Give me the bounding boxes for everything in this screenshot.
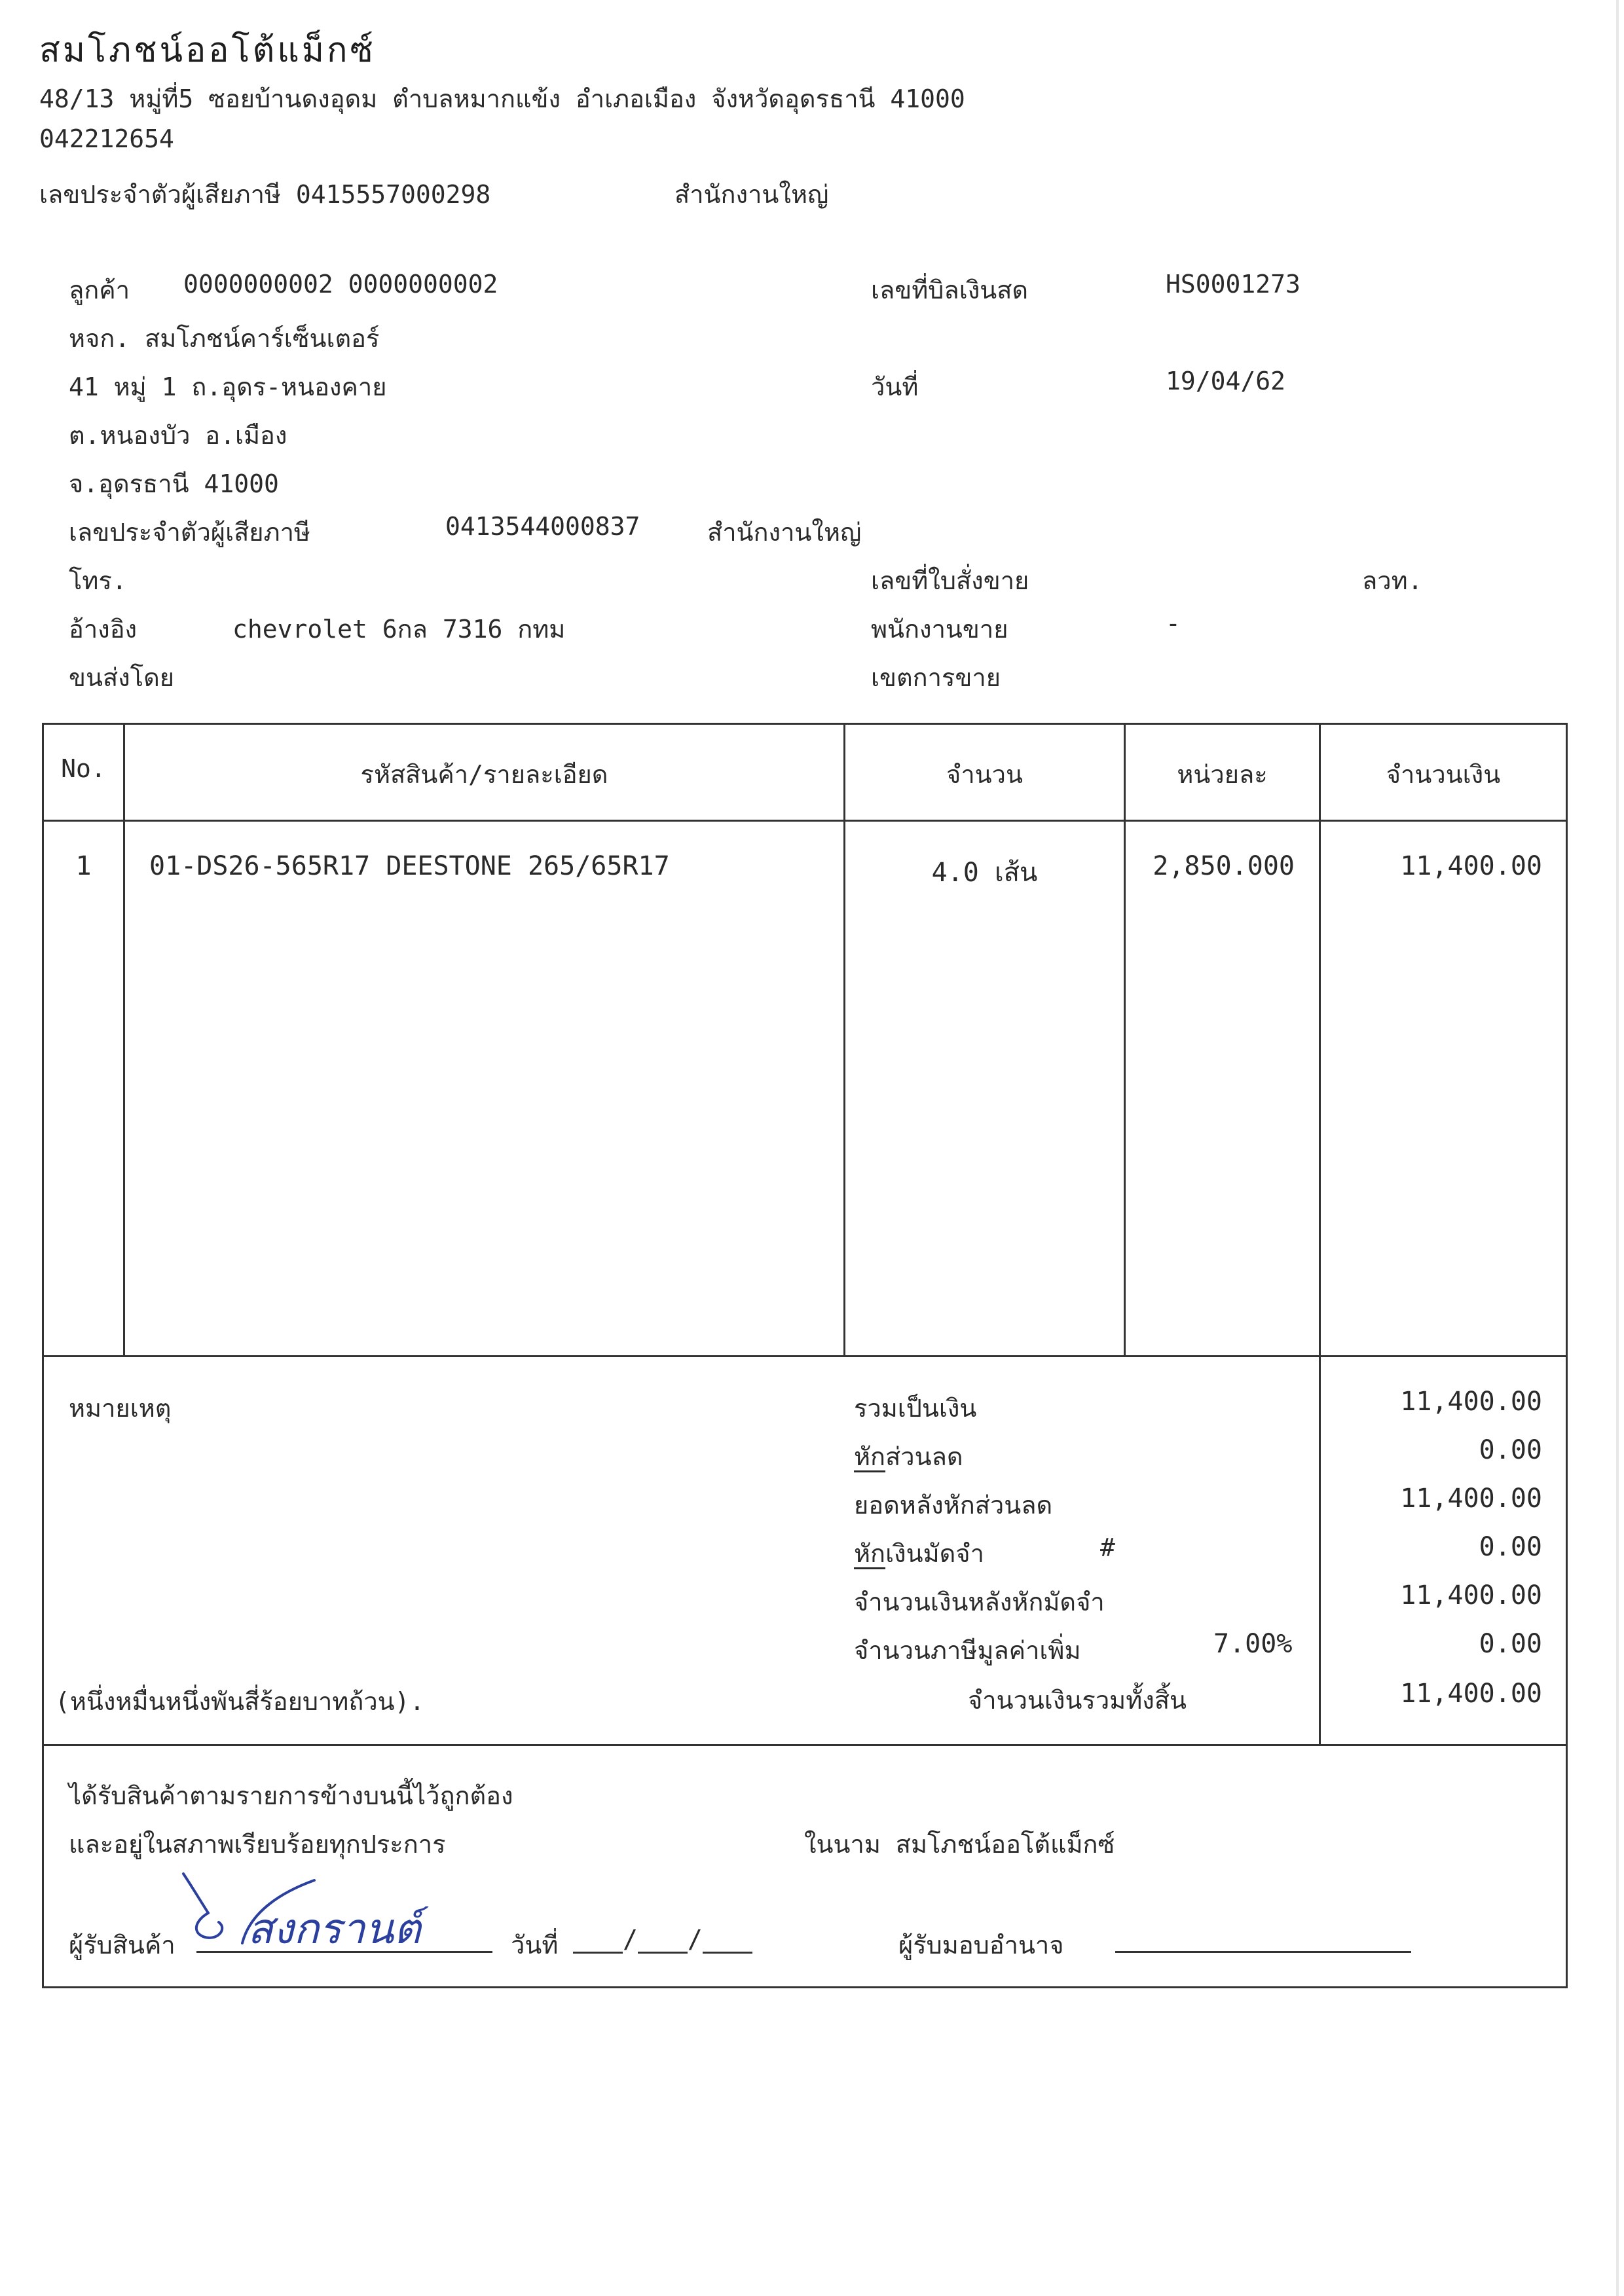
customer-tax-label: เลขประจำตัวผู้เสียภาษี (69, 518, 310, 547)
subtotal-value: 11,400.00 (1400, 1387, 1542, 1417)
salesperson-label: พนักงานขาย (871, 615, 1008, 644)
customer-name: หจก. สมโภชน์คาร์เซ็นเตอร์ (69, 324, 380, 353)
company-name: สมโภชน์ออโต้แม็กซ์ (39, 31, 376, 70)
receive-date-label: วันที่ (511, 1931, 559, 1959)
header-description: รหัสสินค้า/รายละเอียด (360, 760, 608, 789)
header-quantity: จำนวน (946, 760, 1023, 789)
deposit-label-rest: เงินมัดจำ (885, 1539, 984, 1568)
receive-date-blank (573, 1925, 752, 1954)
deposit-label-prefix: หัก (854, 1539, 886, 1568)
row-unit-price: 2,850.000 (1153, 851, 1295, 881)
discount-label-rest: ส่วนลด (885, 1442, 963, 1471)
sales-zone-label: เขตการขาย (871, 663, 1001, 692)
customer-label: ลูกค้า (69, 276, 130, 304)
signature-text: สงกรานต์ (248, 1905, 421, 1954)
header-amount: จำนวนเงิน (1386, 760, 1501, 789)
customer-branch: สำนักงานใหญ่ (707, 518, 862, 547)
bill-no-label: เลขที่บิลเงินสด (871, 276, 1029, 304)
company-tax-id: เลขประจำตัวผู้เสียภาษี 0415557000298 (39, 180, 491, 209)
grand-total-label: จำนวนเงินรวมทั้งสิ้น (968, 1686, 1187, 1715)
reference-label: อ้างอิง (69, 615, 138, 644)
row-amount: 11,400.00 (1400, 851, 1542, 881)
company-address: 48/13 หมู่ที่5 ซอยบ้านดงอุดม ตำบลหมากแข้ง อำเภอเมือง จังหวัดอุดรธานี 41000 (39, 84, 965, 113)
after-deposit-label: จำนวนเงินหลังหักมัดจำ (854, 1588, 1105, 1616)
subtotal-label: รวมเป็นเงิน (854, 1394, 977, 1423)
amount-in-words: (หนึ่งหมื่นหนึ่งพันสี่ร้อยบาทถ้วน). (55, 1687, 425, 1716)
discount-value: 0.00 (1479, 1435, 1542, 1465)
deposit-value: 0.00 (1479, 1532, 1542, 1562)
company-phone: 042212654 (39, 124, 174, 153)
received-statement-2: และอยู่ในสภาพเรียบร้อยทุกประการ (69, 1830, 446, 1859)
date-separator-1: / (623, 1925, 638, 1954)
receiver-signature (177, 1866, 478, 1958)
scan-edge-right (1616, 0, 1619, 2296)
salesperson-value: - (1166, 609, 1181, 638)
discount-label-prefix: หัก (854, 1442, 886, 1471)
authorized-label: ผู้รับมอบอำนาจ (898, 1931, 1064, 1959)
authorized-signature-line (1115, 1925, 1411, 1953)
date-separator-2: / (687, 1925, 703, 1954)
bill-date-label: วันที่ (871, 373, 919, 401)
header-unit-price: หน่วยละ (1177, 760, 1268, 789)
customer-address-1: 41 หมู่ 1 ถ.อุดร-หนองคาย (69, 373, 387, 401)
after-discount-value: 11,400.00 (1400, 1484, 1542, 1514)
customer-address-2: ต.หนองบัว อ.เมือง (69, 421, 287, 450)
after-discount-label: ยอดหลังหักส่วนลด (854, 1491, 1053, 1520)
shipping-label: ขนส่งโดย (69, 663, 175, 692)
reference-value: chevrolet 6กล 7316 กทม (232, 615, 566, 644)
vat-label: จำนวนภาษีมูลค่าเพิ่ม (854, 1636, 1081, 1665)
bill-date-value: 19/04/62 (1166, 367, 1286, 395)
note-label: หมายเหตุ (69, 1394, 172, 1423)
company-branch: สำนักงานใหญ่ (674, 180, 829, 209)
header-no: No. (61, 754, 106, 783)
row-description: 01-DS26-565R17 DEESTONE 265/65R17 (149, 851, 670, 881)
deposit-mark: # (1100, 1533, 1115, 1562)
sales-order-value: ลวท. (1362, 566, 1423, 595)
grand-total-value: 11,400.00 (1400, 1679, 1542, 1709)
customer-code: 0000000002 0000000002 (183, 270, 498, 299)
row-quantity: 4.0 เส้น (931, 858, 1038, 888)
customer-phone-label: โทร. (69, 566, 127, 595)
receiver-label: ผู้รับสินค้า (69, 1931, 175, 1959)
after-deposit-value: 11,400.00 (1400, 1580, 1542, 1611)
deposit-label (854, 1533, 984, 1573)
vat-rate: 7.00% (1213, 1629, 1293, 1659)
received-statement-1: ได้รับสินค้าตามรายการข้างบนนี้ไว้ถูกต้อง (69, 1781, 513, 1810)
bill-no-value: HS0001273 (1166, 270, 1301, 299)
customer-address-3: จ.อุดรธานี 41000 (69, 469, 279, 498)
vat-value: 0.00 (1479, 1629, 1542, 1659)
sales-order-label: เลขที่ใบสั่งขาย (871, 566, 1029, 595)
row-no: 1 (75, 851, 92, 881)
customer-tax-id: 0413544000837 (445, 512, 640, 541)
on-behalf-of: ในนาม สมโภชน์ออโต้แม็กซ์ (804, 1830, 1115, 1859)
discount-label (854, 1436, 963, 1476)
